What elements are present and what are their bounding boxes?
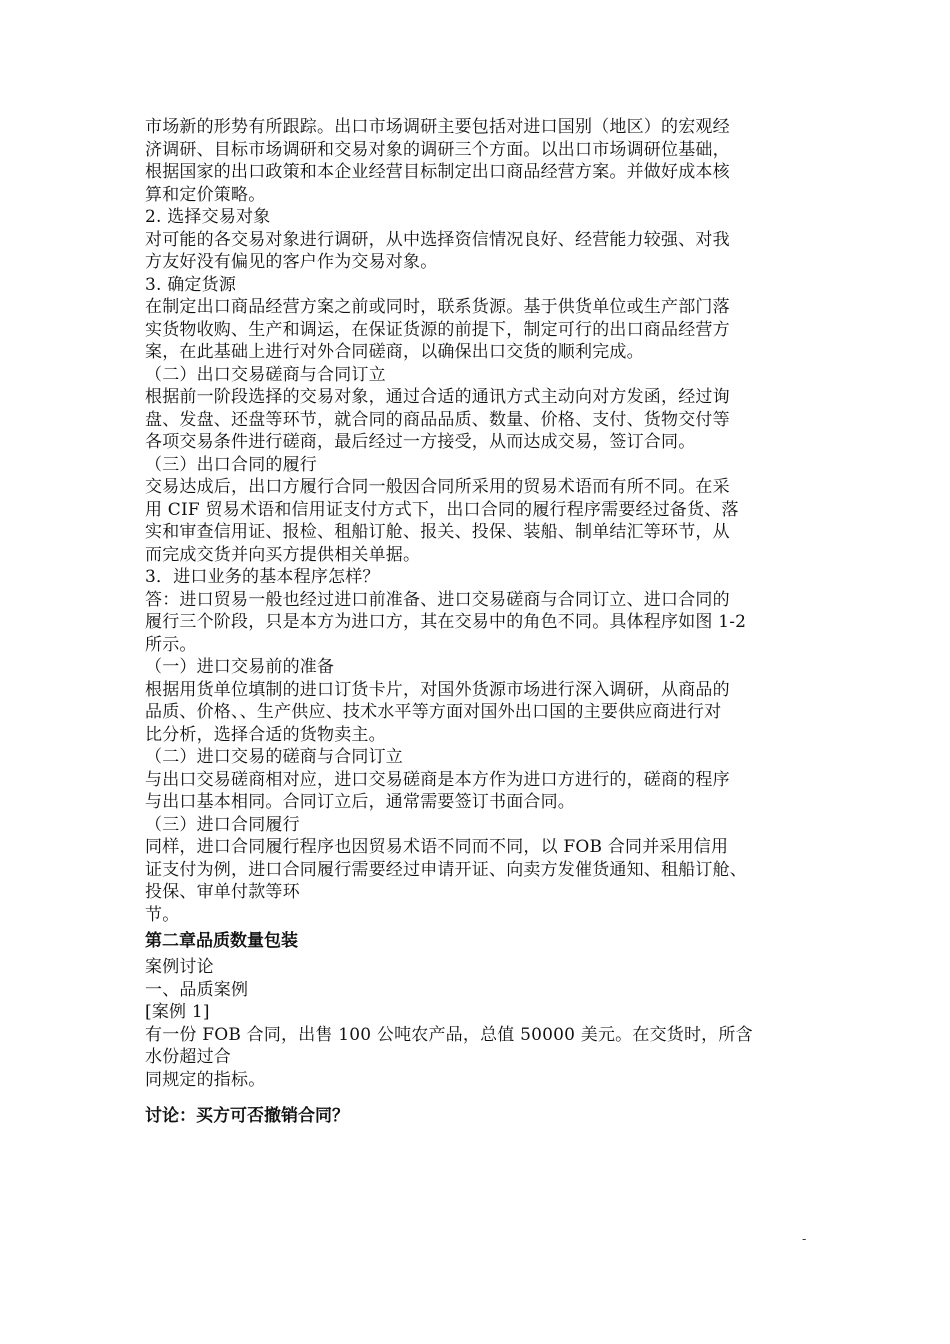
document-body [145, 116, 809, 1131]
text-line: 方友好没有偏见的客户作为交易对象。 [145, 252, 438, 272]
text-line: 3．进口业务的基本程序怎样？ [145, 567, 380, 587]
case-section [145, 956, 809, 1091]
text-line: 案，在此基础上进行对外合同磋商，以确保出口交货的顺利完成。 [145, 342, 644, 362]
text-line: 根据用货单位填制的进口订货卡片，对国外货源市场进行深入调研，从商品的 [145, 679, 730, 700]
discussion-question: 讨论：买方可否撤销合同？ [145, 1106, 349, 1126]
text-line: 节。 [145, 904, 180, 925]
body-text [145, 116, 809, 926]
text-line: 盘、发盘、还盘等环节，就合同的商品品质、数量、价格、支付、货物交付等 [145, 409, 730, 430]
text-line: 比分析，选择合适的货物卖主。 [145, 724, 386, 745]
text-line: 同规定的指标。 [145, 1069, 266, 1090]
text-line: 交易达成后，出口方履行合同一般因合同所采用的贸易术语而有所不同。在采 [145, 477, 730, 497]
text-line: 根据国家的出口政策和本企业经营目标制定出口商品经营方案。并做好成本核 [145, 162, 730, 182]
text-line: 对可能的各交易对象进行调研，从中选择资信情况良好、经营能力较强、对我 [145, 229, 730, 250]
text-line: 实和审查信用证、报检、租船订舱、报关、投保、装船、制单结汇等环节，从 [145, 522, 730, 542]
text-line: 与出口基本相同。合同订立后，通常需要签订书面合同。 [145, 792, 575, 812]
text-line: 2. 选择交易对象 [145, 207, 271, 227]
chapter-title: 第二章品质数量包装 [145, 931, 298, 951]
page-mark: - [802, 1232, 807, 1246]
text-line: 有一份 FOB 合同，出售 100 公吨农产品，总值 50000 美元。在交货时，所含 [145, 1024, 753, 1045]
text-line: 市场新的形势有所跟踪。出口市场调研主要包括对进口国别（地区）的宏观经 [145, 117, 730, 137]
text-line: 在制定出口商品经营方案之前或同时，联系货源。基于供货单位或生产部门落 [145, 297, 730, 317]
text-line: 一、品质案例 [145, 979, 249, 1000]
text-line: 证支付为例，进口合同履行需要经过申请开证、向卖方发催货通知、租船订舱、 [145, 859, 747, 880]
text-line: 水份超过合 [145, 1047, 231, 1067]
text-line: 而完成交货并向买方提供相关单据。 [145, 544, 421, 565]
text-line: （二）出口交易磋商与合同订立 [145, 364, 386, 385]
text-line: （三）出口合同的履行 [145, 454, 317, 475]
text-line: 算和定价策略。 [145, 184, 266, 205]
text-line: 各项交易条件进行磋商，最后经过一方接受，从而达成交易，签订合同。 [145, 432, 696, 452]
text-line: 品质、价格、、生产供应、技术水平等方面对国外出口国的主要供应商进行对 [145, 702, 722, 722]
text-line: 同样，进口合同履行程序也因贸易术语不同而不同，以 FOB 合同并采用信用 [145, 837, 729, 857]
text-line: 案例讨论 [145, 957, 214, 977]
text-line: 实货物收购、生产和调运，在保证货源的前提下，制定可行的出口商品经营方 [145, 319, 730, 340]
text-line: 根据前一阶段选择的交易对象，通过合适的通讯方式主动向对方发函，经过询 [145, 387, 730, 407]
text-line: 济调研、目标市场调研和交易对象的调研三个方面。以出口市场调研位基础， [145, 139, 730, 160]
text-line: （三）进口合同履行 [145, 814, 300, 835]
text-line: 与出口交易磋商相对应，进口交易磋商是本方作为进口方进行的，磋商的程序 [145, 769, 730, 790]
text-line: （二）进口交易的磋商与合同订立 [145, 747, 403, 767]
text-line: 用 CIF 贸易术语和信用证支付方式下，出口合同的履行程序需要经过备货、落 [145, 499, 739, 520]
text-line: 履行三个阶段，只是本方为进口方，其在交易中的角色不同。具体程序如图 1-2 [145, 612, 747, 632]
text-line: 投保、审单付款等环 [145, 882, 300, 902]
text-line: [案例 1] [145, 1002, 210, 1022]
text-line: 答：进口贸易一般也经过进口前准备、进口交易磋商与合同订立、进口合同的 [145, 589, 730, 610]
text-line: （一）进口交易前的准备 [145, 657, 335, 677]
text-line: 3. 确定货源 [145, 274, 237, 295]
text-line: 所示。 [145, 634, 197, 655]
